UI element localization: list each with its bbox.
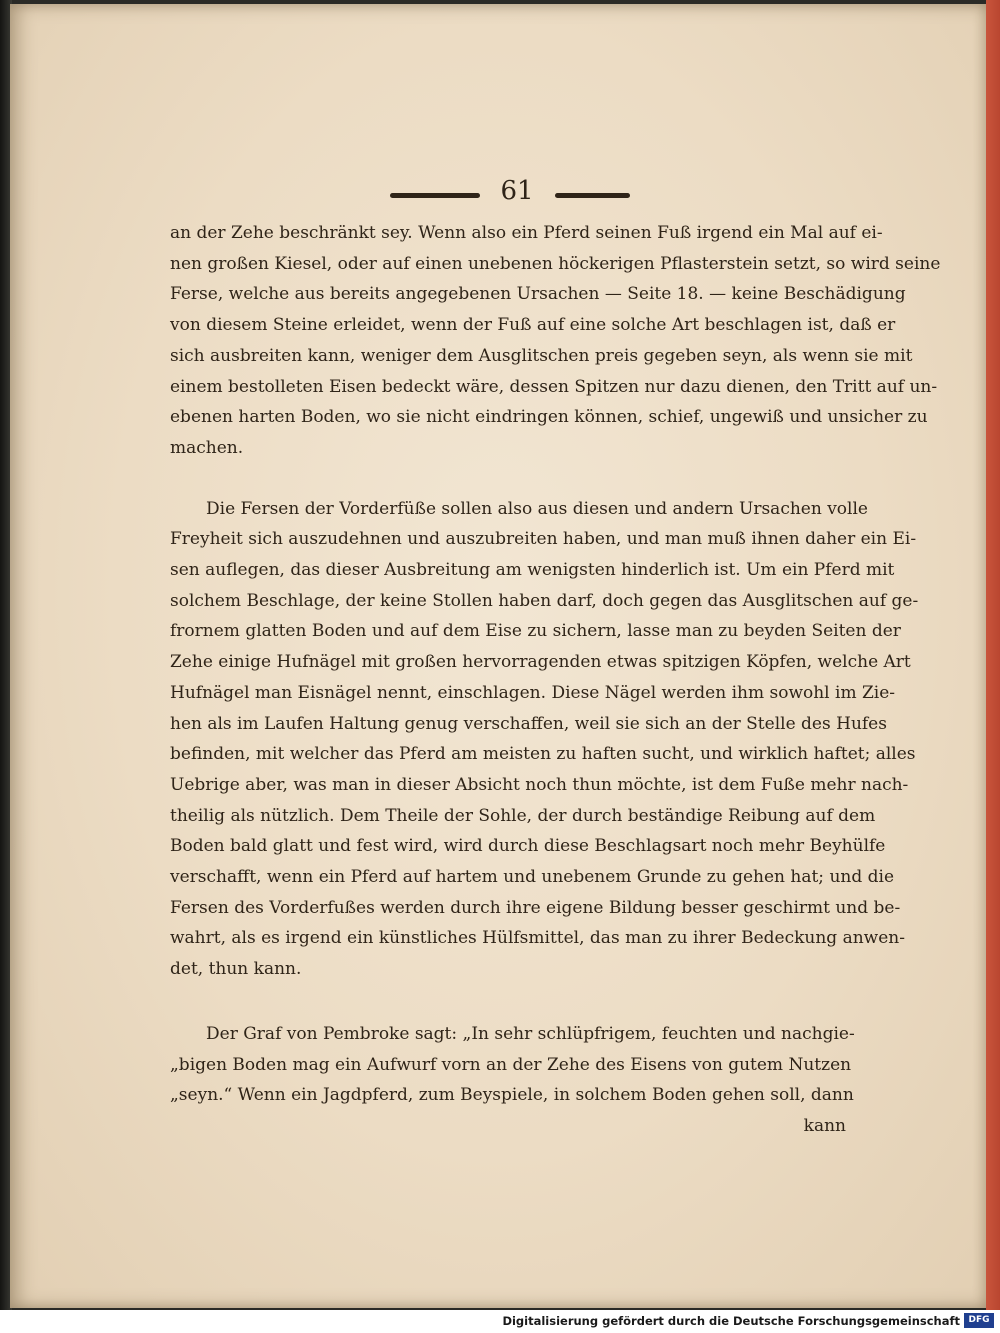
text-line: an der Zehe beschränkt sey. Wenn also ein Pferd seinen Fuß irgend ein Mal auf ei- bbox=[170, 223, 883, 243]
paragraph-1 bbox=[170, 218, 941, 464]
text-line: von diesem Steine erleidet, wenn der Fuß auf eine solche Art beschlagen ist, daß er bbox=[170, 315, 896, 336]
text-line: befinden, mit welcher das Pferd am meisten zu haften sucht, und wirklich haftet; alles bbox=[170, 744, 916, 765]
text-line: sich ausbreiten kann, weniger dem Ausglitschen preis gegeben seyn, als wenn sie mit bbox=[170, 345, 913, 366]
text-line: Hufnägel man Eisnägel nennt, einschlagen. Diese Nägel werden ihm sowohl im Zie- bbox=[170, 682, 896, 703]
paragraph-3 bbox=[170, 1019, 855, 1142]
page-number: 61 bbox=[500, 176, 534, 206]
book-edge bbox=[986, 0, 1000, 1310]
text-line: Fersen des Vorderfußes werden durch ihre eigene Bildung besser geschirmt und be- bbox=[170, 897, 901, 918]
text-line: Die Fersen der Vorderfüße sollen also aus diesen und andern Ursachen volle bbox=[206, 498, 868, 519]
text-line: solchem Beschlage, der keine Stollen haben darf, doch gegen das Ausglitschen auf ge- bbox=[170, 590, 919, 611]
text-line: Ferse, welche aus bereits angegebenen Ursachen — Seite 18. — keine Beschädigung bbox=[170, 284, 906, 305]
digitization-footer bbox=[0, 1310, 1000, 1333]
text-line: hen als im Laufen Haltung genug verschaffen, weil sie sich an der Stelle des Hufes bbox=[170, 713, 887, 734]
text-line: einem bestolleten Eisen bedeckt wäre, dessen Spitzen nur dazu dienen, den Tritt auf un- bbox=[170, 376, 938, 397]
paragraph-2 bbox=[170, 494, 919, 985]
funding-credit: Digitalisierung gefördert durch die Deutsche Forschungsgemeinschaft bbox=[502, 1314, 960, 1328]
text-line: nen großen Kiesel, oder auf einen unebenen höckerigen Pflasterstein setzt, so wird seine bbox=[170, 253, 941, 274]
text-line: sen auflegen, das dieser Ausbreitung am wenigsten hinderlich ist. Um ein Pferd mit bbox=[170, 560, 895, 581]
page-header bbox=[380, 176, 640, 216]
text-line: Zehe einige Hufnägel mit großen hervorragenden etwas spitzigen Köpfen, welche Art bbox=[170, 652, 911, 673]
header-rule-left bbox=[390, 193, 480, 198]
text-line: „seyn.“ Wenn ein Jagdpferd, zum Beyspiele, in solchem Boden gehen soll, dann bbox=[170, 1085, 854, 1106]
text-line: Freyheit sich auszudehnen und auszubreiten haben, und man muß ihnen daher ein Ei- bbox=[170, 529, 917, 550]
header-rule-right bbox=[555, 193, 630, 198]
text-line: Uebrige aber, was man in dieser Absicht noch thun möchte, ist dem Fuße mehr nach- bbox=[170, 774, 909, 795]
text-line: machen. bbox=[170, 437, 244, 458]
catchword: kann bbox=[803, 1115, 846, 1136]
text-line: theilig als nützlich. Dem Theile der Sohle, der durch beständige Reibung auf dem bbox=[170, 805, 876, 826]
text-line: ebenen harten Boden, wo sie nicht eindringen können, schief, ungewiß und unsicher zu bbox=[170, 407, 928, 428]
text-line: verschafft, wenn ein Pferd auf hartem und unebenem Grunde zu gehen hat; und die bbox=[170, 867, 895, 888]
text-line: wahrt, als es irgend ein künstliches Hülfsmittel, das man zu ihrer Bedeckung anwen- bbox=[170, 928, 905, 949]
page-body bbox=[170, 218, 941, 1142]
text-line: frornem glatten Boden und auf dem Eise zu sichern, lasse man zu beyden Seiten der bbox=[170, 621, 901, 642]
text-line: Boden bald glatt und fest wird, wird durch diese Beschlagsart noch mehr Beyhülfe bbox=[170, 836, 886, 857]
text-line: Der Graf von Pembroke sagt: „In sehr schlüpfrigem, feuchten und nachgie- bbox=[206, 1023, 855, 1044]
text-line: „bigen Boden mag ein Aufwurf vorn an der Zehe des Eisens von gutem Nutzen bbox=[170, 1054, 852, 1075]
text-line: det, thun kann. bbox=[170, 959, 302, 980]
dfg-logo: DFG bbox=[964, 1313, 994, 1328]
